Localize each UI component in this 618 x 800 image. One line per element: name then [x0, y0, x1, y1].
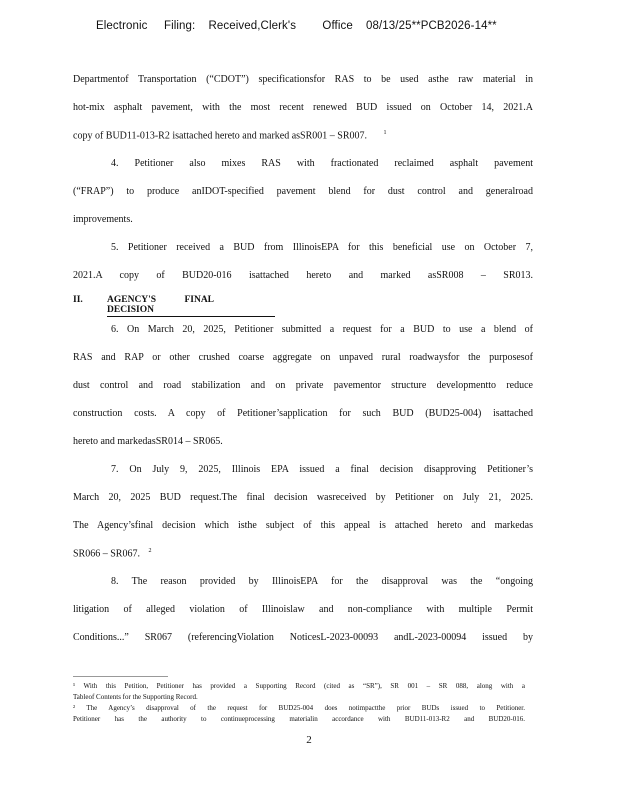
paragraph-5-line: 5. Petitioner received a BUD from IllinoisEPA for this beneficial use on October 7,: [111, 242, 533, 253]
body-line: RAS and RAP or other crushed coarse aggregate on unpaved rural roadwaysfor the purposesof: [73, 352, 533, 363]
paragraph-8-line: 8. The reason provided by IllinoisEPA for the disapproval was the “ongoing: [111, 576, 533, 587]
section-title: AGENCY'S FINAL DECISION: [107, 295, 275, 317]
footnote-mark: 2: [148, 548, 152, 554]
body-line: The Agency’sfinal decision which isthe subject of this appeal is attached hereto and markedas: [73, 520, 533, 531]
body-line: hot-mix asphalt pavement, with the most recent renewed BUD issued on October 14, 2021.A: [73, 102, 533, 113]
footnote-line: Petitioner has the authority to continueprocessing materialin accordance with BUD11-013-R2 and BUD20-016.: [73, 715, 525, 723]
body-line: (“FRAP”) to produce anIDOT-specified pavement blend for dust control and generalroad: [73, 186, 533, 197]
body-line: [73, 130, 387, 141]
page-number: 2: [306, 734, 312, 746]
body-line-text: copy of BUD11-013-R2 isattached hereto and marked asSR001 – SR007.: [73, 130, 368, 142]
body-line: March 20, 2025 BUD request.The final decision wasreceived by Petitioner on July 21, 2025.: [73, 492, 533, 503]
body-line: [73, 548, 151, 559]
body-line: hereto and markedasSR014 – SR065.: [73, 436, 223, 447]
paragraph-7-line: 7. On July 9, 2025, Illinois EPA issued a final decision disapproving Petitioner’s: [111, 464, 533, 475]
body-line: litigation of alleged violation of Illinoislaw and non-compliance with multiple Permit: [73, 604, 533, 615]
section-number: II.: [73, 295, 83, 305]
body-line: 2021.A copy of BUD20-016 isattached hereto and marked asSR008 – SR013.: [73, 270, 533, 281]
paragraph-6-line: 6. On March 20, 2025, Petitioner submitted a request for a BUD to use a blend of: [111, 324, 533, 335]
body-line: dust control and road stabilization and on private pavementor structure developmentto reduce: [73, 380, 533, 391]
footnote-line: ¹ With this Petition, Petitioner has provided a Supporting Record (cited as “SR”), SR 001 – SR 088, along with a: [73, 682, 525, 690]
filing-header: Electronic Filing: Received,Clerk's Office 08/13/25**PCB2026-14**: [96, 20, 497, 32]
body-line: construction costs. A copy of Petitioner’sapplication for such BUD (BUD25-004) isattached: [73, 408, 533, 419]
body-line: Departmentof Transportation (“CDOT”) specificationsfor RAS to be used asthe raw material in: [73, 74, 533, 85]
paragraph-4-line: 4. Petitioner also mixes RAS with fractionated reclaimed asphalt pavement: [111, 158, 533, 169]
body-line-text: SR066 – SR067.: [73, 548, 140, 560]
footnote-mark: 1: [383, 130, 387, 136]
body-line: Conditions...” SR067 (referencingViolation NoticesL-2023-00093 andL-2023-00094 issued by: [73, 632, 533, 643]
footnote-line: Tableof Contents for the Supporting Record.: [73, 693, 198, 701]
footnote-line: ² The Agency’s disapproval of the request for BUD25-004 does notimpactthe prior BUDs issued to Petitioner.: [73, 704, 525, 712]
footnote-divider: [73, 676, 168, 677]
body-line: improvements.: [73, 214, 133, 225]
